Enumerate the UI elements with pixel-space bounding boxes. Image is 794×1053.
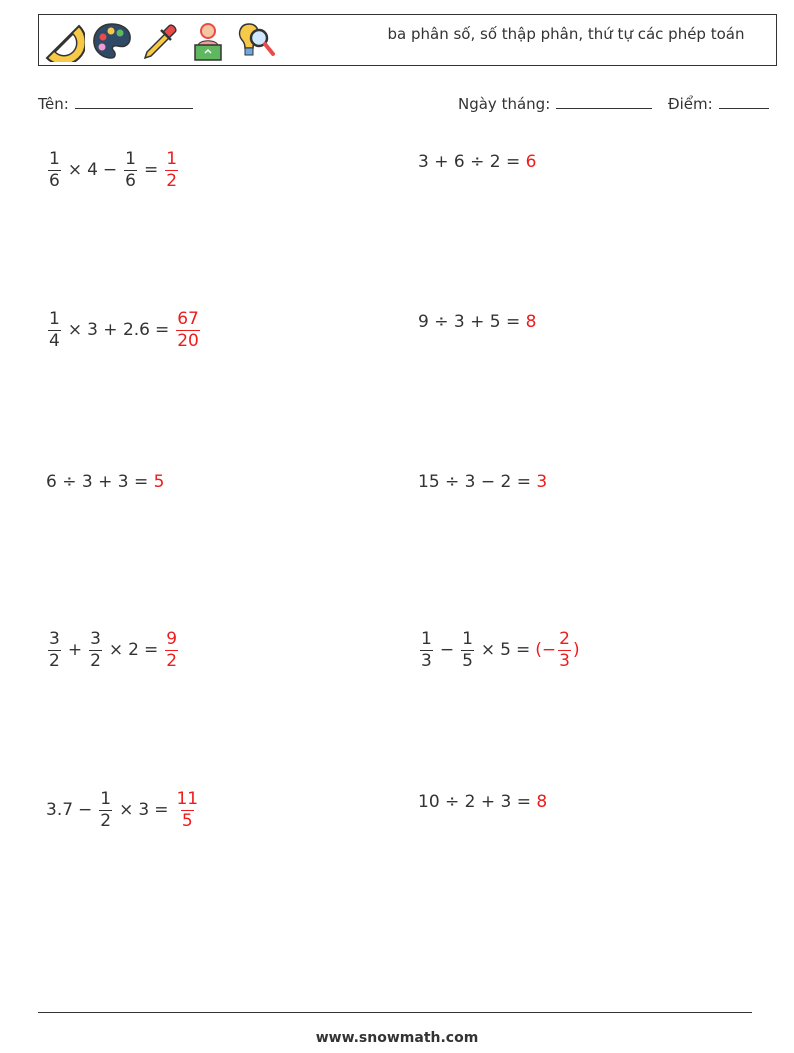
footer-divider bbox=[38, 1012, 752, 1013]
operator: × bbox=[108, 640, 124, 660]
denominator: 2 bbox=[49, 650, 60, 671]
denominator: 6 bbox=[125, 170, 136, 191]
date-blank[interactable] bbox=[556, 94, 652, 109]
problem-7 bbox=[46, 625, 180, 675]
expression: 9 ÷ 3 + 5 = bbox=[418, 312, 521, 332]
fraction bbox=[48, 148, 61, 191]
denominator: 2 bbox=[100, 810, 112, 831]
problem-4 bbox=[418, 297, 536, 347]
operand: 3 bbox=[138, 800, 150, 820]
answer: 3 bbox=[536, 472, 548, 492]
equals-sign: = bbox=[515, 640, 531, 660]
answer: 5 bbox=[153, 472, 165, 492]
denominator: 6 bbox=[49, 170, 60, 191]
numerator: 1 bbox=[49, 148, 60, 169]
operator: × bbox=[67, 160, 83, 180]
answer-denominator: 3 bbox=[559, 650, 570, 671]
problem-10 bbox=[418, 777, 547, 827]
answer-denominator: 2 bbox=[166, 650, 178, 671]
answer-open-paren: (− bbox=[535, 640, 557, 660]
answer: 8 bbox=[525, 312, 537, 332]
operator: × bbox=[67, 320, 83, 340]
operator: − bbox=[102, 160, 118, 180]
date-label: Ngày tháng: bbox=[458, 95, 551, 113]
answer-denominator: 5 bbox=[181, 810, 193, 831]
numerator: 3 bbox=[90, 628, 101, 649]
answer: 8 bbox=[536, 792, 548, 812]
fraction bbox=[89, 628, 102, 671]
score-label: Điểm: bbox=[668, 95, 713, 113]
numerator: 1 bbox=[49, 308, 60, 329]
problem-3 bbox=[46, 305, 202, 355]
denominator: 3 bbox=[421, 650, 432, 671]
equals-sign: = bbox=[154, 320, 170, 340]
answer bbox=[174, 308, 202, 351]
operand: 4 bbox=[87, 160, 98, 180]
answer-numerator: 9 bbox=[166, 628, 178, 649]
equals-sign: = bbox=[143, 160, 159, 180]
expression: 15 ÷ 3 − 2 = bbox=[418, 472, 532, 492]
score-blank[interactable] bbox=[719, 94, 769, 109]
numerator: 1 bbox=[421, 628, 432, 649]
fraction bbox=[461, 628, 474, 671]
answer-denominator: 2 bbox=[166, 170, 178, 191]
date-field bbox=[458, 94, 652, 113]
name-blank[interactable] bbox=[75, 94, 193, 109]
score-field bbox=[668, 94, 769, 113]
fraction bbox=[124, 148, 137, 191]
numerator: 1 bbox=[100, 788, 112, 809]
expression: 3 + 6 ÷ 2 = bbox=[418, 152, 521, 172]
dropper-icon bbox=[139, 20, 181, 62]
problem-9 bbox=[46, 785, 201, 835]
answer-numerator: 11 bbox=[176, 788, 199, 809]
palette-icon bbox=[91, 20, 133, 62]
answer: 6 bbox=[525, 152, 537, 172]
problem-8 bbox=[418, 625, 580, 675]
expression: 6 ÷ 3 + 3 = bbox=[46, 472, 149, 492]
fraction bbox=[420, 628, 433, 671]
teacher-icon bbox=[187, 20, 229, 62]
answer-numerator: 2 bbox=[559, 628, 570, 649]
worksheet-header bbox=[38, 14, 777, 66]
equals-sign: = bbox=[154, 800, 169, 820]
fraction bbox=[99, 788, 112, 831]
denominator: 4 bbox=[49, 330, 60, 351]
denominator: 5 bbox=[462, 650, 473, 671]
operator: − bbox=[78, 800, 93, 820]
answer-close-paren: ) bbox=[572, 640, 580, 660]
answer-denominator: 20 bbox=[177, 330, 199, 351]
header-icons bbox=[43, 19, 277, 63]
answer bbox=[535, 628, 580, 671]
lightbulb-magnifier-icon bbox=[235, 20, 277, 62]
answer bbox=[163, 148, 180, 191]
operand: 2 bbox=[128, 640, 139, 660]
operator: − bbox=[439, 640, 455, 660]
fraction bbox=[48, 308, 61, 351]
answer-numerator: 67 bbox=[177, 308, 199, 329]
operator: × bbox=[480, 640, 496, 660]
expression-rest: 3 + 2.6 bbox=[87, 320, 150, 340]
operand: 5 bbox=[500, 640, 511, 660]
equals-sign: = bbox=[143, 640, 159, 660]
answer-numerator: 1 bbox=[166, 148, 178, 169]
numerator: 1 bbox=[125, 148, 136, 169]
numerator: 1 bbox=[462, 628, 473, 649]
operand: 3.7 bbox=[46, 800, 74, 820]
problem-2 bbox=[418, 137, 536, 187]
problem-6 bbox=[418, 457, 547, 507]
expression: 10 ÷ 2 + 3 = bbox=[418, 792, 532, 812]
denominator: 2 bbox=[90, 650, 101, 671]
operator: × bbox=[119, 800, 134, 820]
problem-5 bbox=[46, 457, 164, 507]
problem-1 bbox=[46, 145, 180, 195]
protractor-icon bbox=[43, 20, 85, 62]
worksheet-title: ba phân số, số thập phân, thứ tự các phép toán bbox=[387, 25, 745, 43]
footer-site[interactable]: www.snowmath.com bbox=[315, 1030, 479, 1046]
numerator: 3 bbox=[49, 628, 60, 649]
fraction bbox=[48, 628, 61, 671]
answer bbox=[173, 788, 201, 831]
name-label: Tên: bbox=[38, 95, 69, 113]
answer bbox=[163, 628, 180, 671]
name-field bbox=[38, 94, 193, 113]
operator: + bbox=[67, 640, 83, 660]
